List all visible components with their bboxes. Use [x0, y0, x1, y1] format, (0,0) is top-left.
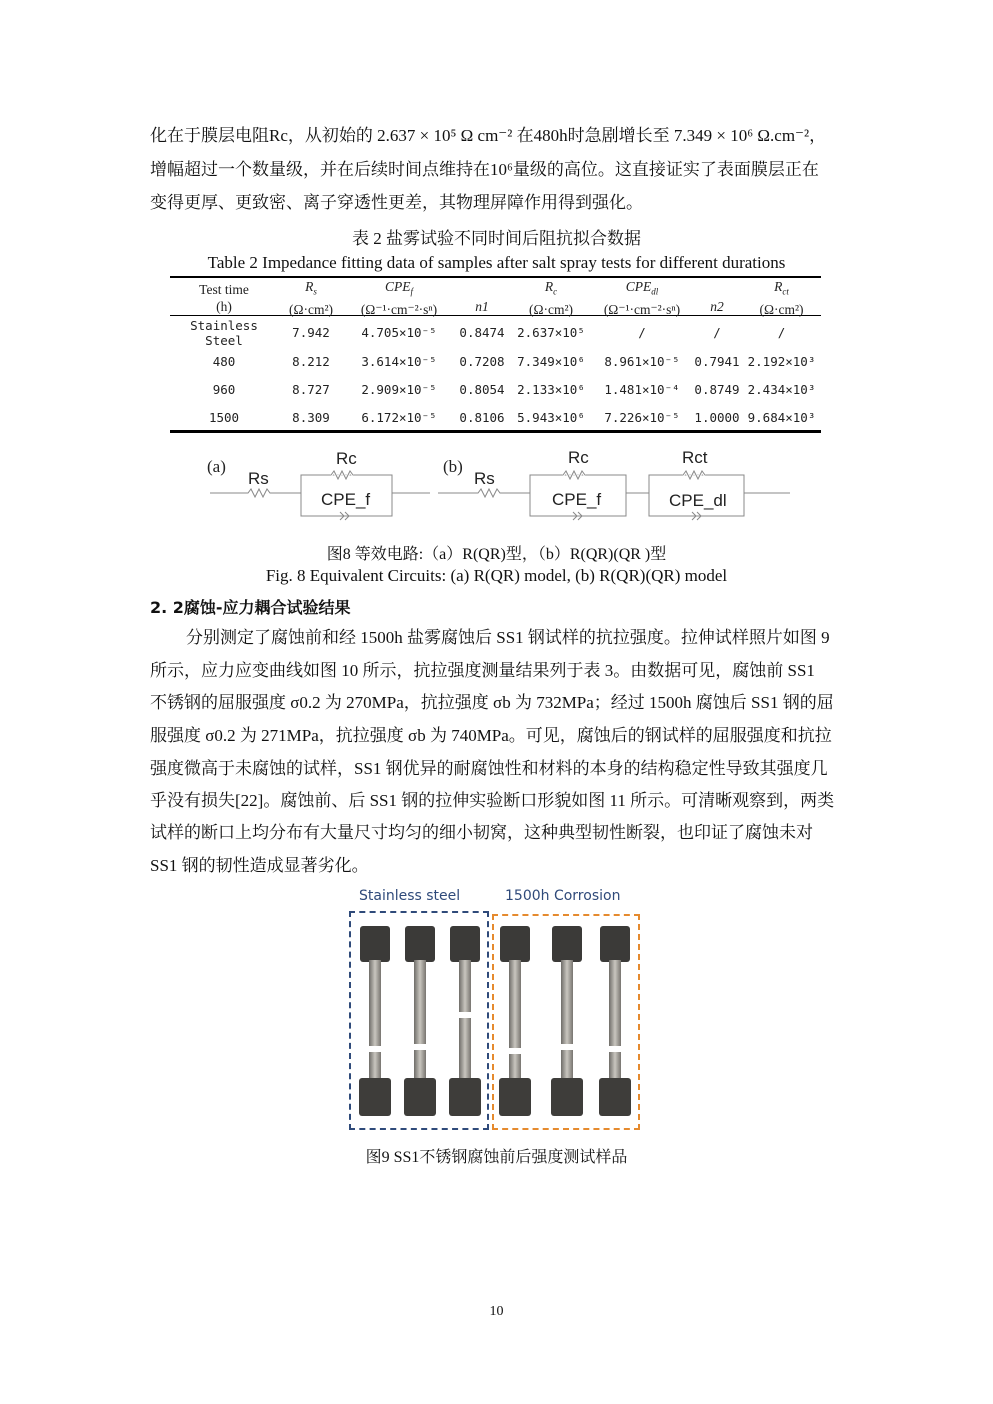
table-cell: 8.309 [292, 410, 330, 426]
table-cell: 8.961×10⁻⁵ [604, 354, 680, 370]
section-line-8: SS1 钢的韧性造成显著劣化。 [150, 856, 369, 875]
col-header: $CPE_{dl}$ (Ω⁻¹·cm⁻²·sⁿ) [603, 279, 681, 317]
table-cell: 0.7941 [694, 354, 740, 370]
table-cell: 6.172×10⁻⁵ [361, 410, 437, 426]
table-cell: 4.705×10⁻⁵ [361, 325, 437, 341]
table-cell: 0.7208 [459, 354, 505, 370]
table-header-row [170, 278, 821, 318]
cpe-f-label-a: CPE_f [321, 490, 371, 509]
figure8-caption-en: Fig. 8 Equivalent Circuits: (a) R(QR) model, (b) R(QR)(QR) model [265, 566, 728, 585]
label-stainless-steel: Stainless steel [359, 888, 461, 904]
panel-a-label: (a) [207, 457, 226, 476]
intro-line-3: 变得更厚、更致密、离子穿透性更差，其物理屏障作用得到强化。 [150, 193, 643, 212]
specimen-photo [347, 888, 645, 1131]
intro-line-1: 化在于膜层电阻Rc，从初始的 2.637 × 10⁵ Ω cm⁻² 在480h时急剧增长至 7.349 × 10⁶ Ω.cm⁻²， [150, 126, 827, 145]
section-line-6: 乎没有损失[22]。腐蚀前、后 SS1 钢的拉伸实验断口形貌如图 11 所示。可清晰观察到，两类 [150, 791, 835, 810]
table-cell: 1.0000 [694, 410, 740, 426]
table-cell: 5.943×10⁶ [517, 410, 585, 426]
col-header: $R_{ct}$ (Ω·cm²) [759, 279, 804, 317]
table-cell: 3.614×10⁻⁵ [361, 354, 437, 370]
rs-label-b: Rs [474, 469, 495, 488]
tensile-specimen [447, 926, 483, 1116]
table-cell: 1.481×10⁻⁴ [604, 382, 680, 398]
table2-caption-en: Table 2 Impedance fitting data of samples after salt spray tests for different durations [207, 253, 786, 272]
section-line-7: 试样的断口上均分布有大量尺寸均匀的细小韧窝，这种典型韧性断裂，也印证了腐蚀未对 [150, 823, 813, 842]
impedance-table [170, 278, 821, 432]
table-cell: 480 [212, 354, 236, 370]
section-line-3: 不锈钢的屈服强度 σ0.2 为 270MPa，抗拉强度 σb 为 732MPa；经过 1500h 腐蚀后 SS1 钢的屈 [150, 693, 834, 712]
table-cell: 2.434×10³ [747, 382, 816, 398]
table-cell: 8.212 [292, 354, 330, 370]
intro-line-2: 增幅超过一个数量级，并在后续时间点维持在10⁶量级的高位。这直接证实了表面膜层正在 [150, 160, 819, 179]
col-header: n1 [475, 298, 489, 314]
table-cell: 0.8054 [459, 382, 505, 398]
table-row [170, 318, 821, 348]
section-line-1: 分别测定了腐蚀前和经 1500h 盐雾腐蚀后 SS1 钢试样的抗拉强度。拉伸试样照片如图 9 [186, 628, 830, 647]
panel-b-label: (b) [443, 457, 463, 476]
table-cell: Stainless Steel [190, 317, 258, 348]
label-1500h-corrosion: 1500h Corrosion [505, 888, 621, 904]
figure9-caption: 图9 SS1不锈钢腐蚀前后强度测试样品 [365, 1149, 628, 1166]
table-row [170, 348, 821, 376]
table-cell: 1500 [208, 410, 240, 426]
table-cell: 0.8106 [459, 410, 505, 426]
table-cell: 8.727 [292, 382, 330, 398]
table2-caption-cn: 表 2 盐雾试验不同时间后阻抗拟合数据 [352, 229, 641, 248]
tensile-specimen [357, 926, 393, 1116]
rc-label-b: Rc [568, 448, 589, 467]
section-line-4: 服强度 σ0.2 为 271MPa，抗拉强度 σb 为 740MPa。可见，腐蚀后的钢试样的屈服强度和抗拉 [150, 726, 832, 745]
table-cell: 2.637×10⁵ [517, 325, 585, 341]
table-cell: 0.8474 [459, 325, 505, 341]
section-line-2: 所示，应力应变曲线如图 10 所示，抗拉强度测量结果列于表 3。由数据可见，腐蚀前 SS1 [150, 661, 815, 680]
cpe-dl-label-b: CPE_dl [669, 491, 727, 510]
figure8-caption-cn: 图8 等效电路:（a）R(QR)型，（b）R(QR)(QR )型 [326, 546, 667, 563]
cpe-f-label-b: CPE_f [552, 490, 602, 509]
col-header: $R_s$ (Ω·cm²) [288, 279, 334, 317]
tensile-specimen [549, 926, 585, 1116]
rct-label-b: Rct [682, 448, 708, 467]
page-number: 10 [489, 1304, 504, 1319]
col-header: n2 [710, 298, 724, 314]
table-row [170, 376, 821, 404]
table-cell: 7.349×10⁶ [517, 354, 585, 370]
section-line-5: 强度微高于未腐蚀的试样，SS1 钢优异的耐腐蚀性和材料的本身的结构稳定性导致其强度几 [150, 759, 828, 778]
equivalent-circuit-diagram [198, 442, 798, 530]
table-cell: 7.942 [292, 325, 330, 341]
rc-label-a: Rc [336, 449, 357, 468]
table-cell: / [713, 325, 721, 341]
rs-resistor-a [210, 489, 301, 497]
table-cell: / [777, 325, 786, 341]
tensile-specimen [402, 926, 438, 1116]
tensile-specimen [497, 926, 533, 1116]
rs-resistor-b [438, 489, 530, 497]
table-cell: 0.8749 [694, 382, 740, 398]
rs-label-a: Rs [248, 469, 269, 488]
table-cell: 7.226×10⁻⁵ [604, 410, 680, 426]
table-cell: 9.684×10³ [747, 410, 816, 426]
table-cell: / [638, 325, 646, 341]
col-header: $CPE_f$ (Ω⁻¹·cm⁻²·sⁿ) [360, 279, 438, 317]
col-header: $R_c$ (Ω·cm²) [528, 279, 574, 317]
table-cell: 2.192×10³ [747, 354, 816, 370]
col-header: Test time (h) [199, 281, 249, 314]
table-cell: 2.909×10⁻⁵ [361, 382, 437, 398]
table-cell: 960 [212, 382, 236, 398]
table-cell: 2.133×10⁶ [517, 382, 585, 398]
table-row [170, 404, 821, 432]
section-title: 2. 2腐蚀-应力耦合试验结果 [150, 598, 351, 617]
tensile-specimen [597, 926, 633, 1116]
